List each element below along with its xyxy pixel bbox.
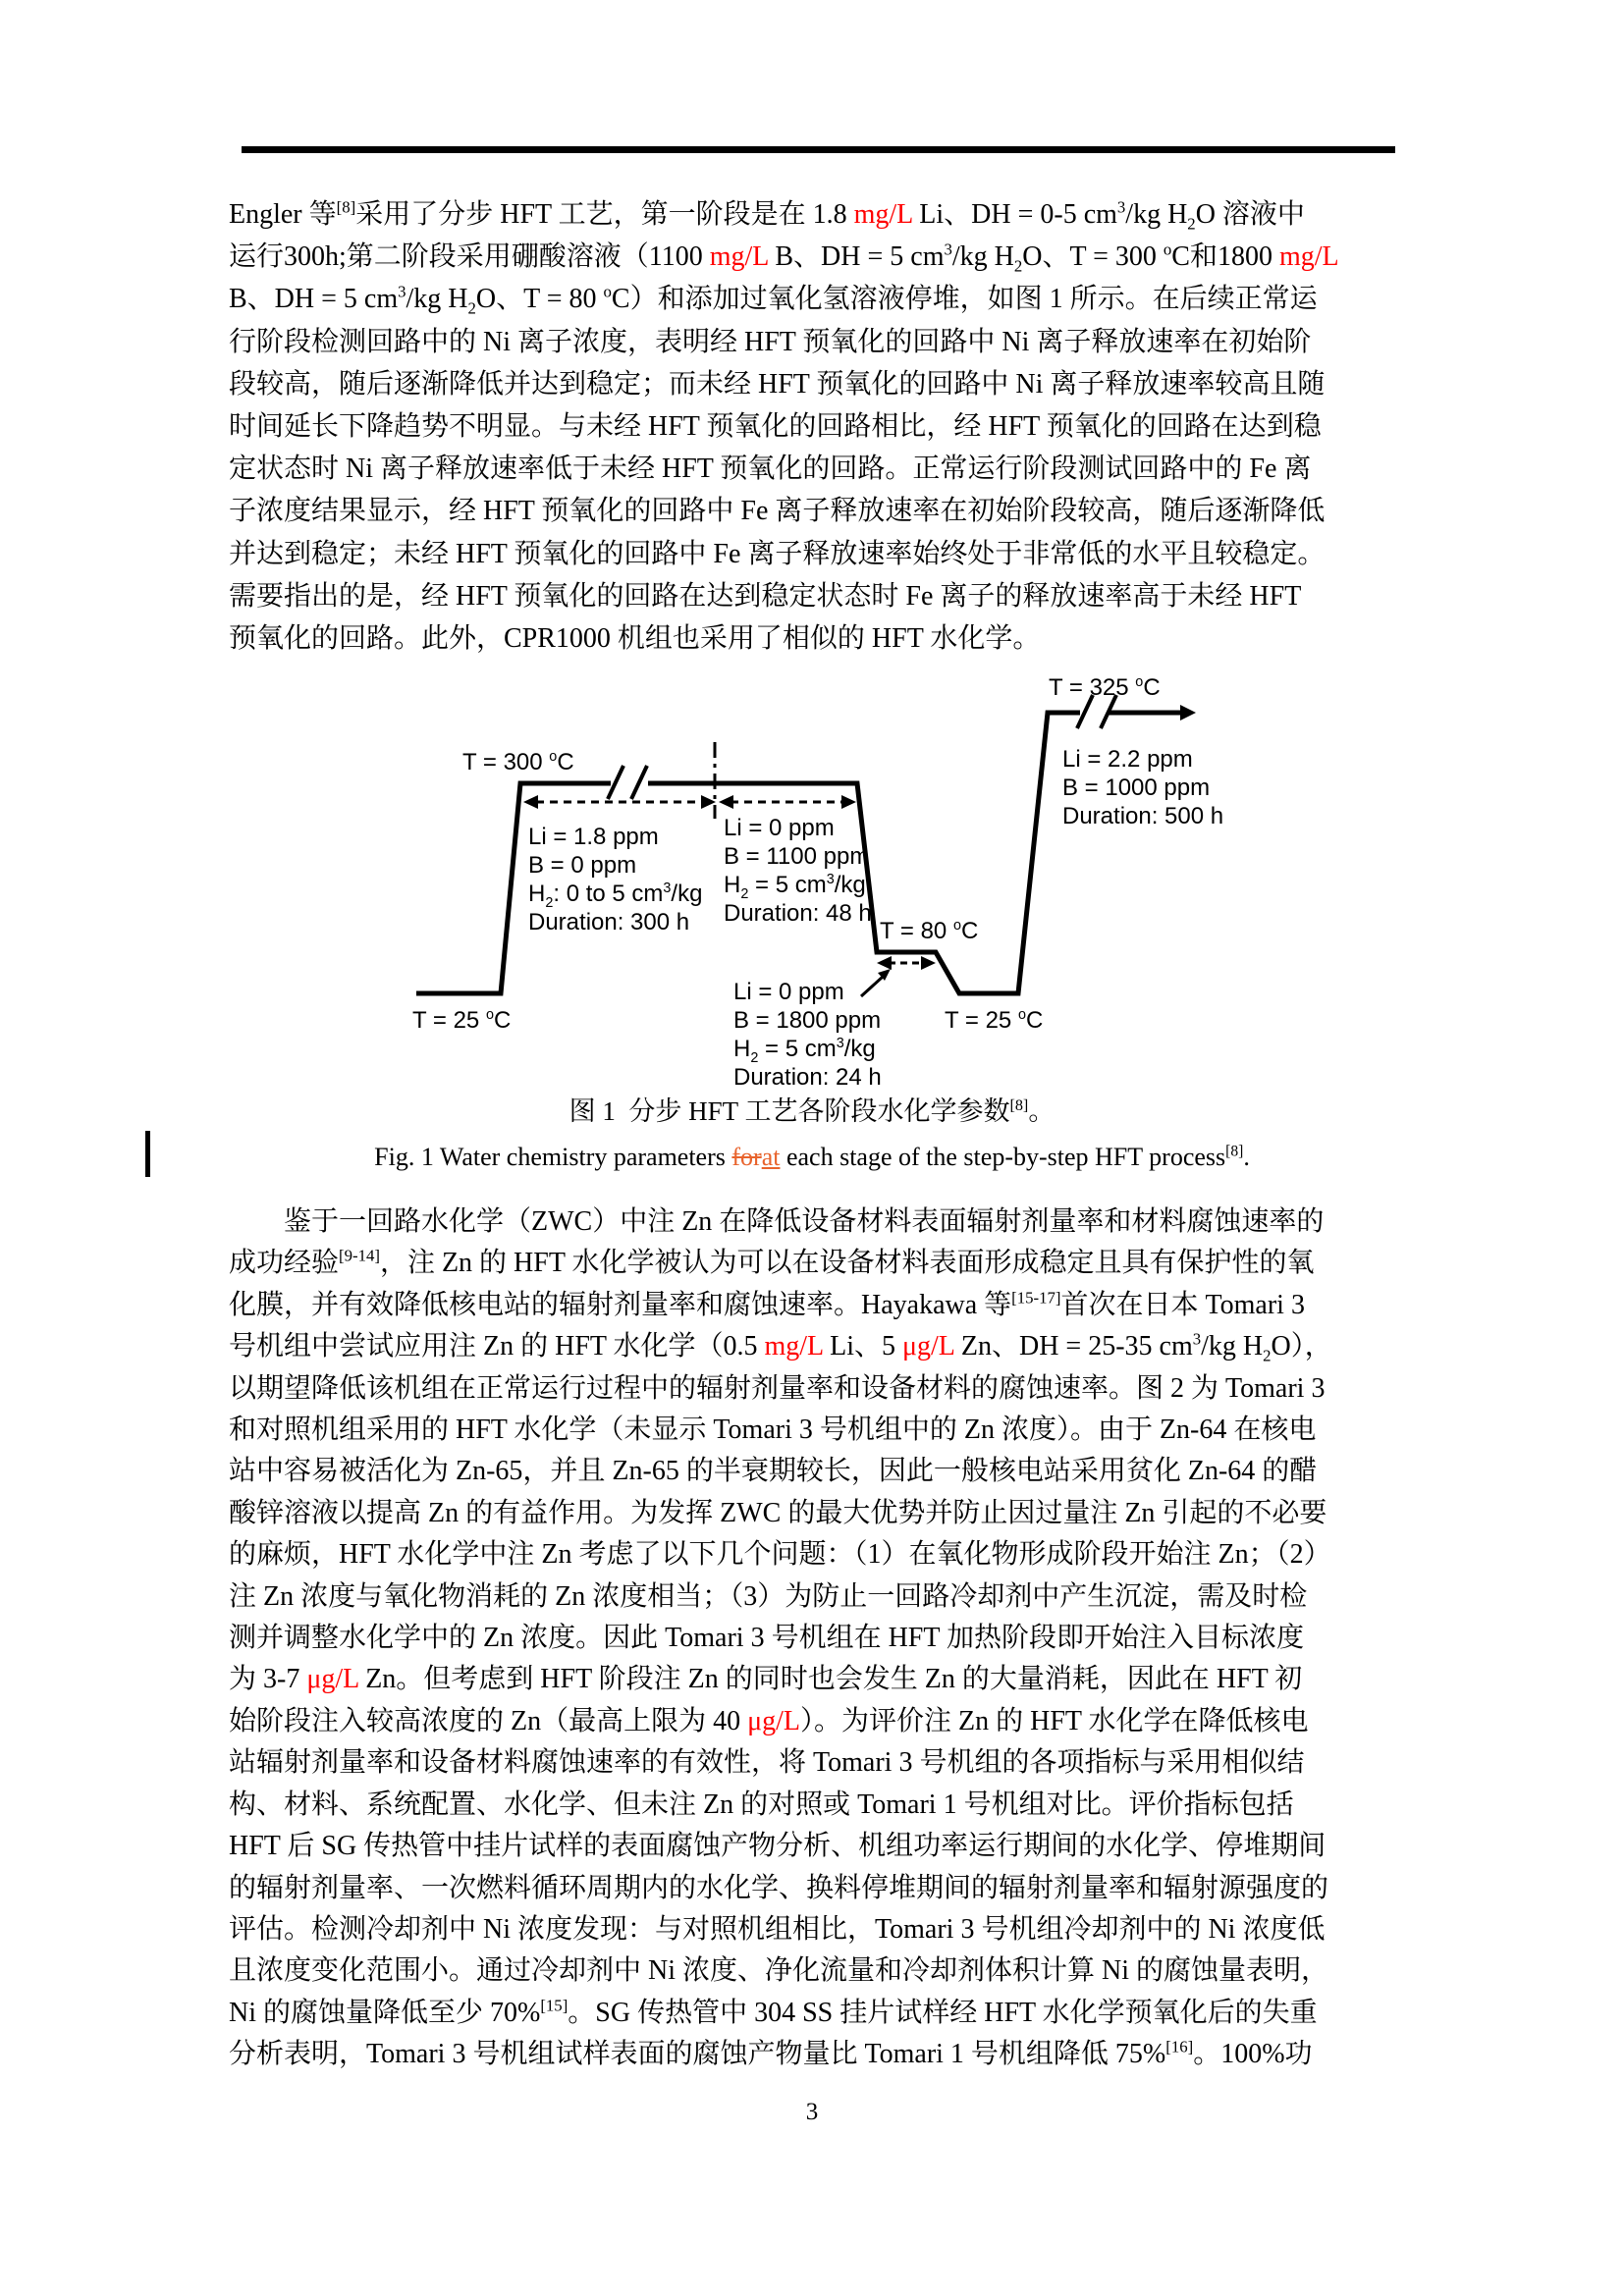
figure-caption-zh xyxy=(0,1090,1624,1128)
header-rule xyxy=(242,146,1395,153)
axis-break-icon xyxy=(631,766,647,799)
text-segment: : 0 to 5 cm xyxy=(553,881,664,907)
text-segment: each stage of the step-by-step HFT process xyxy=(780,1143,1226,1171)
text-segment: 的麻烦，HFT 水化学中注 Zn 考虑了以下几个问题：（1）在氧化物形成阶段开始注 Zn；（2） xyxy=(229,1539,1331,1571)
text-segment: 定状态时 Ni 离子释放速率低于未经 HFT 预氧化的回路。正常运行阶段测试回路中的 Fe 离 xyxy=(229,454,1312,485)
text-segment: 运行300h;第二阶段采用硼酸溶液（1100 xyxy=(229,241,710,273)
text-segment: /kg H xyxy=(1125,199,1188,230)
text-line xyxy=(724,814,872,842)
text-line xyxy=(229,1993,1407,2034)
text-segment: B、DH = 5 cm xyxy=(768,241,945,273)
text-segment: = 5 cm xyxy=(748,872,827,898)
annotation-stage3 xyxy=(733,978,882,1092)
text-segment: 和对照机组采用的 HFT 水化学（未显示 Tomari 3 号机组中的 Zn 浓度）。由于 Zn-64 在核电 xyxy=(229,1415,1317,1446)
text-segment-sup: 3 xyxy=(663,881,672,896)
annotation-stage2 xyxy=(724,814,872,928)
text-segment: Zn、DH = 25-35 cm xyxy=(953,1331,1193,1362)
paragraph-1 xyxy=(229,193,1407,660)
text-segment-sub: 2 xyxy=(1013,256,1023,276)
text-segment: 化膜，并有效降低核电站的辐射剂量率和腐蚀速率。Hayakawa 等 xyxy=(229,1289,1012,1320)
text-segment: T = 300 xyxy=(462,749,550,775)
text-segment: 子浓度结果显示，经 HFT 预氧化的回路中 Fe 离子释放速率在初始阶段较高，随后逐渐降低 xyxy=(229,496,1326,527)
label-t-80c xyxy=(880,917,978,945)
label-t-325c xyxy=(1049,673,1161,702)
text-segment: 分析表明，Tomari 3 号机组试样表面的腐蚀产物量比 Tomari 1 号机组降低 75% xyxy=(229,2039,1166,2070)
text-segment-sup: o xyxy=(1135,674,1144,690)
text-segment-red: mg/L xyxy=(764,1331,824,1362)
paragraph-2 xyxy=(229,1201,1407,2076)
annotation-stage1 xyxy=(528,823,702,936)
text-segment: /kg H xyxy=(951,241,1014,273)
text-line xyxy=(229,1868,1407,1909)
text-segment-sup: 3 xyxy=(944,240,952,259)
text-segment: C和1800 xyxy=(1171,241,1279,273)
text-segment: = 5 cm xyxy=(758,1036,837,1062)
text-line xyxy=(724,842,872,871)
text-segment: O）， xyxy=(1271,1331,1332,1362)
text-line xyxy=(229,1201,1407,1243)
text-segment-red: mg/L xyxy=(1278,241,1339,273)
text-segment: Li = 0 ppm xyxy=(724,815,835,841)
text-segment-sup: 3 xyxy=(1116,197,1126,217)
text-segment: 为 3-7 xyxy=(229,1664,307,1695)
figure-1 xyxy=(0,666,1624,1090)
text-segment: 。SG 传热管中 304 SS 挂片试样经 HFT 水化学预氧化后的失重 xyxy=(568,1997,1318,2028)
text-segment: 站辐射剂量率和设备材料腐蚀速率的有效性，将 Tomari 3 号机组的各项指标与采用相似结 xyxy=(229,1747,1305,1779)
text-segment: Li、DH = 0-5 cm xyxy=(912,199,1117,230)
text-segment: Fig. 1 Water chemistry parameters xyxy=(374,1143,732,1171)
text-segment-sub: 2 xyxy=(1263,1346,1272,1365)
text-line xyxy=(724,899,872,928)
text-segment-sub: 2 xyxy=(1187,214,1196,234)
profile-continue-arrowhead xyxy=(1180,705,1196,721)
annotation-stage4 xyxy=(1062,745,1223,830)
text-line xyxy=(733,1006,882,1035)
text-segment-sup: [15] xyxy=(540,1996,568,2015)
text-segment: 时间延长下降趋势不明显。与未经 HFT 预氧化的回路相比，经 HFT 预氧化的回路在达到稳 xyxy=(229,411,1322,443)
text-line xyxy=(733,1035,882,1066)
text-line xyxy=(229,1326,1407,1367)
text-segment: /kg H xyxy=(406,284,468,315)
text-segment: Engler 等 xyxy=(229,199,337,230)
label-t-300c xyxy=(462,748,574,776)
text-segment-red: mg/L xyxy=(709,241,769,273)
text-line xyxy=(229,1410,1407,1451)
text-segment-red: mg/L xyxy=(853,199,913,230)
text-segment: 号机组中尝试应用注 Zn 的 HFT 水化学（0.5 xyxy=(229,1331,765,1362)
text-segment: Duration: 300 h xyxy=(528,909,690,935)
text-segment: 站中容易被活化为 Zn-65，并且 Zn-65 的半衰期较长，因此一般核电站采用贫化 Zn-64 的醋 xyxy=(229,1456,1318,1487)
text-line xyxy=(528,908,702,936)
text-line xyxy=(229,1576,1407,1618)
text-segment: 以期望降低该机组在正常运行过程中的辐射剂量率和设备材料的腐蚀速率。图 2 为 Tomari 3 xyxy=(229,1372,1326,1404)
text-segment: /kg xyxy=(834,872,866,898)
text-line xyxy=(528,851,702,880)
text-segment: 。100%功 xyxy=(1193,2039,1313,2070)
text-segment: 。 xyxy=(1028,1096,1056,1126)
text-segment: 鉴于一回路水化学（ZWC）中注 Zn 在降低设备材料表面辐射剂量率和材料腐蚀速率的 xyxy=(229,1206,1325,1237)
text-segment: /kg xyxy=(671,881,703,907)
text-segment: C xyxy=(960,918,979,944)
text-line xyxy=(229,321,1407,363)
text-segment-sup: o xyxy=(549,749,558,765)
text-line xyxy=(1062,745,1223,774)
text-segment-sup: o xyxy=(1017,1007,1026,1023)
text-segment-sub: 2 xyxy=(467,299,476,318)
text-line xyxy=(229,363,1407,405)
text-line xyxy=(229,1451,1407,1492)
text-segment: Li = 2.2 ppm xyxy=(1062,746,1193,773)
figure-caption-en xyxy=(0,1143,1624,1172)
text-line xyxy=(229,1826,1407,1867)
text-line xyxy=(229,1785,1407,1826)
text-segment: 评估。检测冷却剂中 Ni 浓度发现：与对照机组相比，Tomari 3 号机组冷却剂中的 Ni 浓度低 xyxy=(229,1913,1326,1945)
text-segment: 始阶段注入较高浓度的 Zn（最高上限为 40 xyxy=(229,1705,748,1736)
text-segment: T = 325 xyxy=(1049,674,1136,701)
text-line xyxy=(229,1659,1407,1700)
text-segment: 预氧化的回路。此外，CPR1000 机组也采用了相似的 HFT 水化学。 xyxy=(229,623,1041,655)
text-segment: ，注 Zn 的 HFT 水化学被认为可以在设备材料表面形成稳定且具有保护性的氧 xyxy=(379,1248,1315,1279)
text-segment: C xyxy=(557,749,574,775)
text-segment: H xyxy=(528,881,546,907)
text-line xyxy=(733,1063,882,1092)
text-segment: B = 0 ppm xyxy=(528,852,637,879)
text-segment: B = 1000 ppm xyxy=(1062,774,1211,801)
text-segment-red: μg/L xyxy=(306,1664,359,1695)
text-line xyxy=(229,193,1407,236)
text-line xyxy=(229,1368,1407,1410)
label-t-25c-left xyxy=(412,1006,511,1035)
text-segment-sup: o xyxy=(603,283,612,302)
text-segment: Li = 1.8 ppm xyxy=(528,824,659,850)
text-segment: C）和添加过氧化氢溶液停堆，如图 1 所示。在后续正常运 xyxy=(611,284,1318,315)
text-segment-sup: 3 xyxy=(836,1036,844,1051)
page-number: 3 xyxy=(805,2099,819,2125)
text-line xyxy=(528,880,703,911)
text-segment: O、T = 80 xyxy=(475,284,604,315)
text-segment-ins: at xyxy=(761,1143,781,1171)
text-line xyxy=(229,236,1407,278)
text-line xyxy=(229,278,1407,320)
text-segment-sup: [8] xyxy=(336,197,356,217)
text-segment-sub: 2 xyxy=(545,894,554,911)
text-line xyxy=(229,617,1407,660)
text-line xyxy=(229,1909,1407,1950)
text-segment-sub: 2 xyxy=(740,885,749,902)
arrowhead xyxy=(921,956,936,970)
text-segment-del: for xyxy=(731,1143,762,1171)
text-line xyxy=(229,1701,1407,1742)
text-segment-sup: 3 xyxy=(398,283,406,302)
text-segment: H xyxy=(733,1036,751,1062)
text-segment-sub: 2 xyxy=(750,1049,759,1066)
text-segment-sup: [9-14] xyxy=(339,1247,380,1266)
text-line xyxy=(229,1493,1407,1534)
text-segment: 行阶段检测回路中的 Ni 离子浓度，表明经 HFT 预氧化的回路中 Ni 离子释放速率在初始阶 xyxy=(229,326,1312,357)
text-segment: HFT 后 SG 传热管中挂片试样的表面腐蚀产物分析、机组功率运行期间的水化学、停堆期间 xyxy=(229,1831,1326,1862)
text-line xyxy=(229,490,1407,532)
text-line xyxy=(229,1534,1407,1575)
text-line xyxy=(528,823,702,851)
text-segment: Duration: 24 h xyxy=(733,1064,882,1091)
text-segment: . xyxy=(1243,1143,1250,1171)
text-segment: Li = 0 ppm xyxy=(733,979,844,1005)
text-segment: Ni 的腐蚀量降低至少 70% xyxy=(229,1997,541,2028)
text-segment: O、T = 300 xyxy=(1022,241,1164,273)
text-segment: Zn。但考虑到 HFT 阶段注 Zn 的同时也会发生 Zn 的大量消耗，因此在 HFT 初 xyxy=(358,1664,1303,1695)
text-segment: O 溶液中 xyxy=(1195,199,1305,230)
text-segment-sup: 3 xyxy=(1192,1329,1202,1349)
text-segment: /kg H xyxy=(1201,1331,1264,1362)
text-line xyxy=(229,1742,1407,1784)
text-segment-sup: o xyxy=(952,918,961,934)
track-change-margin-bar xyxy=(145,1131,150,1177)
text-line xyxy=(229,2034,1407,2075)
text-segment-sup: o xyxy=(1163,240,1172,259)
text-segment-sup: [15-17] xyxy=(1011,1288,1061,1308)
text-segment-sup: o xyxy=(485,1007,494,1023)
text-line xyxy=(1062,774,1223,802)
text-line xyxy=(229,1285,1407,1326)
text-segment: H xyxy=(724,872,741,898)
text-line xyxy=(229,448,1407,490)
text-segment-sup: [16] xyxy=(1165,2037,1194,2056)
text-segment: T = 80 xyxy=(880,918,953,944)
text-segment-sup: [8] xyxy=(1009,1096,1029,1114)
text-segment: T = 25 xyxy=(945,1007,1018,1034)
arrowhead xyxy=(877,956,892,970)
text-segment: B = 1100 ppm xyxy=(724,843,870,870)
text-segment-red: μg/L xyxy=(747,1705,801,1736)
text-segment: 酸锌溶液以提高 Zn 的有益作用。为发挥 ZWC 的最大优势并防止因过量注 Zn 引起的不必要 xyxy=(229,1497,1327,1528)
text-line xyxy=(229,1243,1407,1284)
text-line xyxy=(724,871,872,902)
arrowhead xyxy=(841,795,856,809)
text-segment: 构、材料、系统配置、水化学、但未注 Zn 的对照或 Tomari 1 号机组对比。评价指标包括 xyxy=(229,1789,1294,1820)
text-segment: 段较高，随后逐渐降低并达到稳定；而未经 HFT 预氧化的回路中 Ni 离子释放速率较高且随 xyxy=(229,368,1326,400)
text-segment: /kg xyxy=(843,1036,876,1062)
text-segment: 测并调整水化学中的 Zn 浓度。因此 Tomari 3 号机组在 HFT 加热阶段即开始注入目标浓度 xyxy=(229,1623,1304,1654)
text-line xyxy=(229,575,1407,617)
text-segment: T = 25 xyxy=(412,1007,486,1034)
text-segment: 注 Zn 浓度与氧化物消耗的 Zn 浓度相当；（3）为防止一回路冷却剂中产生沉淀，需及时检 xyxy=(229,1580,1308,1612)
text-line xyxy=(229,1618,1407,1659)
text-line xyxy=(229,533,1407,575)
text-segment: ）。为评价注 Zn 的 HFT 水化学在降低核电 xyxy=(800,1705,1309,1736)
text-segment: 并达到稳定；未经 HFT 预氧化的回路中 Fe 离子释放速率始终处于非常低的水平且较稳定。 xyxy=(229,538,1326,569)
text-line xyxy=(1062,802,1223,830)
text-segment: 且浓度变化范围小。通过冷却剂中 Ni 浓度、净化流量和冷却剂体积计算 Ni 的腐蚀量表明， xyxy=(229,1955,1329,1987)
label-t-25c-right xyxy=(945,1006,1043,1035)
text-segment: Duration: 48 h xyxy=(724,900,872,927)
arrowhead xyxy=(523,795,538,809)
text-segment: 成功经验 xyxy=(229,1248,340,1279)
text-segment-sup: [8] xyxy=(1225,1143,1244,1160)
text-segment: 的辐射剂量率、一次燃料循环周期内的水化学、换料停堆期间的辐射剂量率和辐射源强度的 xyxy=(229,1872,1329,1903)
text-segment-sup: 3 xyxy=(826,872,835,887)
text-segment: Duration: 500 h xyxy=(1062,803,1224,829)
text-segment: 图 1 分步 HFT 工艺各阶段水化学参数 xyxy=(568,1096,1010,1126)
text-segment: C xyxy=(1025,1007,1044,1034)
arrowhead xyxy=(719,795,733,809)
text-segment: C xyxy=(1143,674,1161,701)
text-segment: 需要指出的是，经 HFT 预氧化的回路在达到稳定状态时 Fe 离子的释放速率高于未经 HFT xyxy=(229,580,1302,612)
text-segment: B = 1800 ppm xyxy=(733,1007,882,1034)
text-line xyxy=(229,405,1407,448)
text-segment: C xyxy=(493,1007,512,1034)
text-segment: 首次在日本 Tomari 3 xyxy=(1060,1289,1305,1320)
text-segment: 采用了分步 HFT 工艺，第一阶段是在 1.8 xyxy=(355,199,854,230)
text-segment: B、DH = 5 cm xyxy=(229,284,399,315)
text-line xyxy=(229,1950,1407,1992)
text-segment: Li、5 xyxy=(823,1331,903,1362)
text-segment-red: μg/L xyxy=(902,1331,954,1362)
text-line xyxy=(733,978,882,1006)
